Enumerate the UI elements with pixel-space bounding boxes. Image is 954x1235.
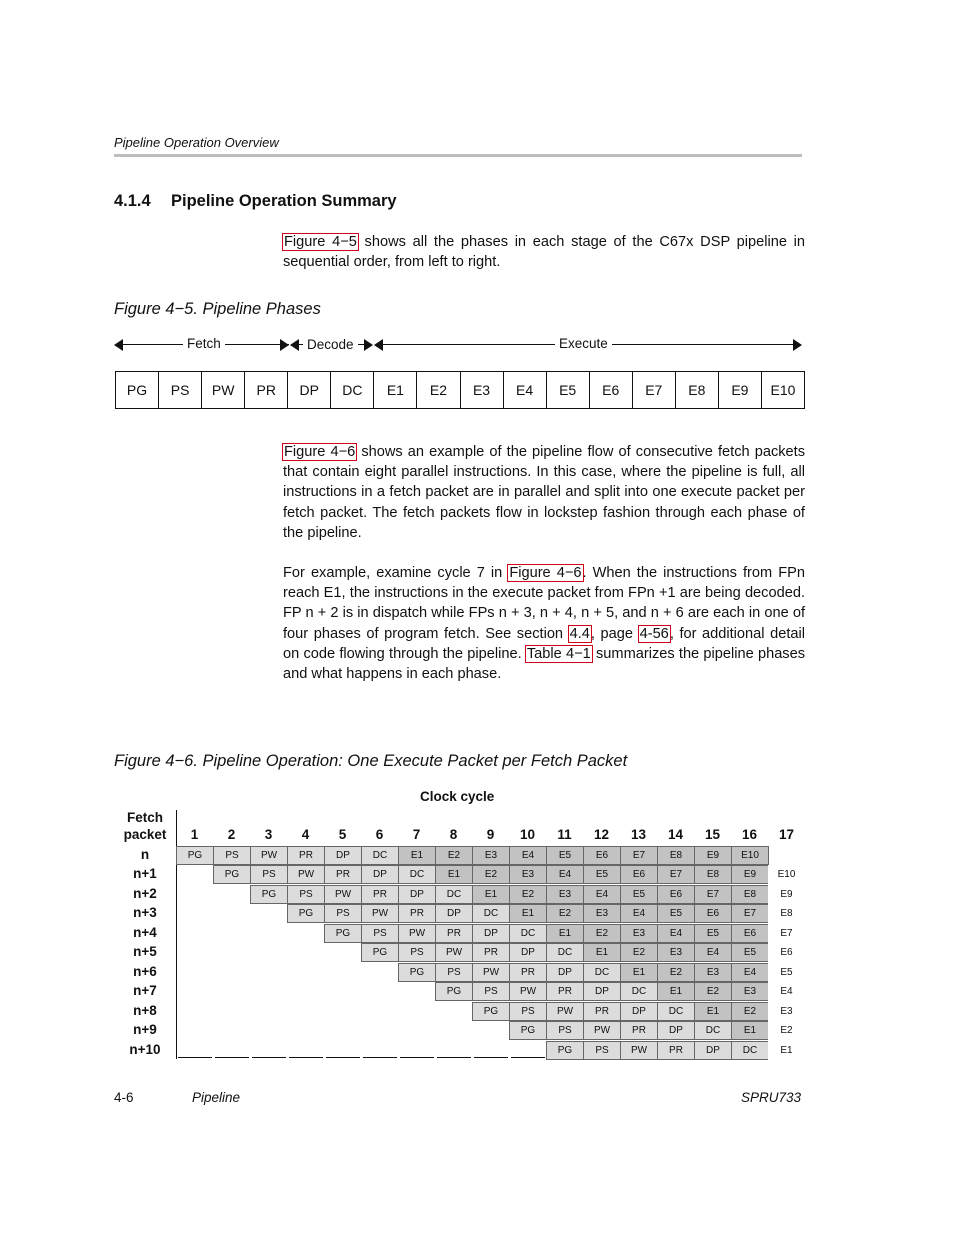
phase-cell: PW <box>583 1021 621 1040</box>
phase-cell: E10 <box>731 846 769 865</box>
phase-cell: E1 <box>374 372 417 408</box>
phase-cell: E2 <box>435 846 473 865</box>
phase-cell: DP <box>509 943 547 962</box>
paragraph-1-text: shows all the phases in each stage of the C67x DSP pipeline in sequential order, from left to right. <box>283 234 805 271</box>
phase-cell: PS <box>583 1041 621 1060</box>
phase-cell: PG <box>361 943 399 962</box>
arrow-left-icon <box>374 339 383 351</box>
phase-cell: PR <box>361 885 399 904</box>
phase-cell: E3 <box>461 372 504 408</box>
fetch-header-line1: Fetch <box>126 810 163 825</box>
phase-cell: E6 <box>731 924 769 943</box>
figure-4-6-link[interactable]: Figure 4−6 <box>509 565 582 581</box>
phase-cell: PG <box>324 924 362 943</box>
phase-cell: E10 <box>770 382 796 398</box>
fetch-packet-header <box>114 809 176 843</box>
phase-cell: E10 <box>768 865 805 884</box>
paragraph-3-text: , for additional detail on code flowing through the pipeline. <box>283 625 805 662</box>
figure-4-5-caption: Figure 4−5. Pipeline Phases <box>114 300 321 318</box>
paragraph-1 <box>283 232 805 272</box>
phase-cell: PG <box>398 963 436 982</box>
phase-cell: DC <box>361 846 399 865</box>
phase-cell: PG <box>509 1021 547 1040</box>
phase-cell: E6 <box>657 885 695 904</box>
phase-cell: PW <box>361 904 399 923</box>
document-id: SPRU733 <box>741 1090 802 1105</box>
arrow-right-icon <box>364 339 373 351</box>
cycle-number: 16 <box>741 827 758 842</box>
phase-cell: DP <box>361 865 399 884</box>
phase-cell: E3 <box>620 924 658 943</box>
cycle-number: 3 <box>264 827 273 842</box>
clock-cycle-title: Clock cycle <box>420 789 495 804</box>
phase-cell: E5 <box>620 885 658 904</box>
table-baseline <box>363 1057 397 1058</box>
phase-cell: E6 <box>620 865 658 884</box>
phase-cell: E1 <box>398 846 436 865</box>
phase-cell: E4 <box>731 963 769 982</box>
phase-cell: E6 <box>583 846 621 865</box>
phase-cell: E6 <box>694 904 732 923</box>
phase-cell: PW <box>324 885 362 904</box>
phase-cell: PS <box>250 865 288 884</box>
execute-stage-label: Execute <box>555 336 612 351</box>
phase-cell: PW <box>472 963 510 982</box>
phase-cell: DC <box>620 982 658 1001</box>
phase-cell: PG <box>435 982 473 1001</box>
phase-cell: DP <box>398 885 436 904</box>
phase-cell: E2 <box>583 924 621 943</box>
phase-cell: E8 <box>731 885 769 904</box>
phase-cell: PS <box>159 372 202 408</box>
pipeline-stage-bar <box>114 334 804 356</box>
cycle-number: 2 <box>227 827 236 842</box>
phase-cell: DC <box>398 865 436 884</box>
phase-cell: DC <box>657 1002 695 1021</box>
phase-cell: E6 <box>590 372 633 408</box>
phase-cell: E5 <box>583 865 621 884</box>
phase-cell: DP <box>546 963 584 982</box>
fetch-packet-label: n+6 <box>133 963 157 979</box>
phase-cell: E9 <box>731 865 769 884</box>
phase-cell: E2 <box>620 943 658 962</box>
phase-cell: E8 <box>694 865 732 884</box>
phase-cell: E2 <box>509 885 547 904</box>
section-number: 4.1.4 <box>114 192 151 210</box>
phase-cell: PR <box>435 924 473 943</box>
phase-cell: E7 <box>620 846 658 865</box>
phase-cell: E4 <box>620 904 658 923</box>
phase-cell: E1 <box>472 885 510 904</box>
fetch-packet-label: n+5 <box>133 944 157 959</box>
phase-cell: DP <box>620 1002 658 1021</box>
phase-cell: E7 <box>694 885 732 904</box>
table-baseline <box>437 1057 471 1058</box>
phase-cell: DP <box>324 846 362 865</box>
page-number: 4-6 <box>114 1090 134 1105</box>
fetch-packet-label: n+1 <box>133 866 157 881</box>
section-title: Pipeline Operation Summary <box>171 192 397 210</box>
phase-cell: DC <box>331 372 374 408</box>
phase-cell: PR <box>546 982 584 1001</box>
phase-cell: PR <box>657 1041 695 1060</box>
paragraph-2-text: shows an example of the pipeline flow of consecutive fetch packets that contain eight parallel instructions. In this case, where the pipeline is full, all instructions in a fetch packet are in parallel and split into one execute packet per fetch packet. The fetch packets flow in lockstep fashion through each phase of the pipeline. <box>283 444 805 541</box>
cycle-number: 5 <box>338 827 347 842</box>
paragraph-3-text: For example, examine cycle 7 in <box>283 565 509 581</box>
phase-cell: E3 <box>731 982 769 1001</box>
phase-cell: PG <box>250 885 288 904</box>
phase-cell: E5 <box>731 943 769 962</box>
paragraph-3-text: , page <box>590 625 639 642</box>
phase-cell: DP <box>472 924 510 943</box>
chapter-name: Pipeline <box>192 1090 241 1105</box>
phase-cell: E4 <box>509 846 547 865</box>
phase-cell: E8 <box>676 372 719 408</box>
arrow-right-icon <box>280 339 289 351</box>
table-baseline <box>178 1057 212 1058</box>
phase-cell: E3 <box>509 865 547 884</box>
phase-cell: E9 <box>768 885 805 904</box>
running-head: Pipeline Operation Overview <box>114 135 279 150</box>
phase-cell: PS <box>472 982 510 1001</box>
arrow-right-icon <box>793 339 802 351</box>
paragraph-2 <box>283 442 805 543</box>
table-baseline <box>326 1057 360 1058</box>
phase-cell: PR <box>398 904 436 923</box>
phase-cell: DP <box>288 372 331 408</box>
phase-cell: PR <box>472 943 510 962</box>
phase-cell: PG <box>546 1041 584 1060</box>
arrow-left-icon <box>114 339 123 351</box>
phase-cell: E3 <box>583 904 621 923</box>
phase-cell: E3 <box>472 846 510 865</box>
phase-cell: E1 <box>583 943 621 962</box>
phase-cell: PG <box>287 904 325 923</box>
phase-cell: PG <box>472 1002 510 1021</box>
phase-cell: DP <box>657 1021 695 1040</box>
phase-cell: E1 <box>694 1002 732 1021</box>
cycle-number: 6 <box>375 827 384 842</box>
paragraph-3-text: . When the instructions from FPn reach E1, the instructions in the execute packet from FPn +1 are being decoded. FP n + 2 is in dispatch while FPs n + 3, n + 4, n + 5, and n + 6 are each in one of four phases of program fetch. See section <box>283 565 805 642</box>
phase-cell: E3 <box>657 943 695 962</box>
phase-cell: PW <box>202 372 245 408</box>
fetch-packet-label: n+7 <box>133 983 157 998</box>
phase-cell: PS <box>287 885 325 904</box>
fetch-header-line2: packet <box>123 827 167 842</box>
phase-cell: E1 <box>435 865 473 884</box>
phase-cell: PS <box>509 1002 547 1021</box>
phase-cell: PW <box>509 982 547 1001</box>
fetch-packet-label: n+4 <box>133 924 157 940</box>
phase-cell: E8 <box>657 846 695 865</box>
phase-cell: E2 <box>768 1021 805 1040</box>
phase-cell: DC <box>583 963 621 982</box>
phase-cell: DC <box>731 1041 769 1060</box>
phase-cell: PG <box>116 372 159 408</box>
phase-cell: PG <box>176 846 214 865</box>
pipeline-phases-row <box>115 371 805 409</box>
phase-cell: E7 <box>657 865 695 884</box>
section-heading <box>114 192 397 211</box>
phase-cell: E1 <box>546 924 584 943</box>
figure-4-6-caption: Figure 4−6. Pipeline Operation: One Execute Packet per Fetch Packet <box>114 752 628 770</box>
phase-cell: E1 <box>731 1021 769 1040</box>
phase-cell: PR <box>620 1021 658 1040</box>
cycle-number: 1 <box>190 827 199 842</box>
table-baseline <box>511 1057 545 1058</box>
figure-4-6-link[interactable]: Figure 4−6 <box>284 444 356 460</box>
fetch-packet-label: n+10 <box>129 1041 161 1057</box>
phase-cell: E4 <box>583 885 621 904</box>
table-baseline <box>289 1057 323 1058</box>
phase-cell: E4 <box>768 982 805 1001</box>
phase-cell: E8 <box>768 904 805 923</box>
phase-cell: PR <box>245 372 288 408</box>
phase-cell: DP <box>435 904 473 923</box>
phase-cell: DC <box>509 924 547 943</box>
phase-cell: E7 <box>731 904 769 923</box>
phase-cell: PW <box>620 1041 658 1060</box>
cycle-number: 8 <box>449 827 458 842</box>
paragraph-3 <box>283 563 805 684</box>
phase-cell: PR <box>583 1002 621 1021</box>
phase-cell: DC <box>472 904 510 923</box>
phase-cell: E4 <box>657 924 695 943</box>
phase-cell: PG <box>213 865 251 884</box>
fetch-packet-label: n <box>140 846 150 862</box>
figure-4-5-link[interactable]: Figure 4−5 <box>284 234 357 250</box>
table-4-1-link[interactable]: Table 4−1 <box>526 645 591 662</box>
phase-cell: E5 <box>547 372 590 408</box>
cycle-number: 7 <box>412 827 421 842</box>
fetch-packet-label: n+8 <box>133 1002 157 1018</box>
table-baseline <box>215 1057 249 1058</box>
phase-cell: PW <box>435 943 473 962</box>
page-4-56-link[interactable]: 4-56 <box>639 625 669 642</box>
fetch-packet-label: n+3 <box>133 905 157 920</box>
phase-cell: E2 <box>731 1002 769 1021</box>
cycle-number: 11 <box>557 827 572 842</box>
fetch-stage-label: Fetch <box>183 336 225 351</box>
phase-cell: PW <box>250 846 288 865</box>
phase-cell: PW <box>546 1002 584 1021</box>
cycle-number: 4 <box>301 827 310 842</box>
phase-cell: DP <box>583 982 621 1001</box>
paragraph-3-text: summarizes the pipeline phases and what happens in each phase. <box>283 645 806 683</box>
fetch-packet-label: n+9 <box>133 1022 157 1037</box>
phase-cell: PS <box>398 943 436 962</box>
table-baseline <box>252 1057 286 1058</box>
phase-cell: E2 <box>657 963 695 982</box>
phase-cell: E4 <box>504 372 547 408</box>
cycle-number: 10 <box>519 827 536 842</box>
phase-cell: E7 <box>768 924 805 943</box>
cycle-number: 12 <box>593 827 610 842</box>
phase-cell: E1 <box>657 982 695 1001</box>
phase-cell: E9 <box>694 846 732 865</box>
phase-cell: DC <box>694 1021 732 1040</box>
cycle-number: 14 <box>667 827 684 842</box>
phase-cell: PR <box>509 963 547 982</box>
phase-cell: E5 <box>657 904 695 923</box>
phase-cell: DC <box>546 943 584 962</box>
header-rule <box>114 154 802 157</box>
cycle-number: 9 <box>486 827 495 842</box>
phase-cell: E1 <box>620 963 658 982</box>
phase-cell: E5 <box>546 846 584 865</box>
phase-cell: PS <box>213 846 251 865</box>
decode-stage-label: Decode <box>303 337 358 352</box>
phase-cell: PS <box>324 904 362 923</box>
section-4-4-link[interactable]: 4.4 <box>569 625 590 642</box>
phase-cell: PR <box>324 865 362 884</box>
phase-cell: PW <box>287 865 325 884</box>
phase-cell: PS <box>361 924 399 943</box>
phase-cell: DC <box>435 885 473 904</box>
phase-cell: PR <box>287 846 325 865</box>
phase-cell: E5 <box>768 963 805 982</box>
phase-cell: E1 <box>509 904 547 923</box>
phase-cell: PS <box>546 1021 584 1040</box>
cycle-number: 17 <box>778 827 795 842</box>
phase-cell: E2 <box>417 372 460 408</box>
phase-cell: E4 <box>694 943 732 962</box>
table-baseline <box>400 1057 434 1058</box>
phase-cell: E6 <box>768 943 805 962</box>
phase-cell: PW <box>398 924 436 943</box>
fetch-packet-label: n+2 <box>133 885 157 901</box>
phase-cell: E1 <box>768 1041 805 1060</box>
phase-cell: DP <box>694 1041 732 1060</box>
phase-cell: E2 <box>694 982 732 1001</box>
cycle-number: 15 <box>704 827 721 842</box>
phase-cell: E2 <box>546 904 584 923</box>
phase-cell: E4 <box>546 865 584 884</box>
phase-cell: PS <box>435 963 473 982</box>
phase-cell: E9 <box>719 372 762 408</box>
phase-cell: E5 <box>694 924 732 943</box>
arrow-left-icon <box>290 339 299 351</box>
table-baseline <box>474 1057 508 1058</box>
cycle-number: 13 <box>630 827 647 842</box>
phase-cell: E3 <box>694 963 732 982</box>
phase-cell: E7 <box>633 372 676 408</box>
phase-cell: E2 <box>472 865 510 884</box>
phase-cell: E3 <box>768 1002 805 1021</box>
phase-cell: E3 <box>546 885 584 904</box>
